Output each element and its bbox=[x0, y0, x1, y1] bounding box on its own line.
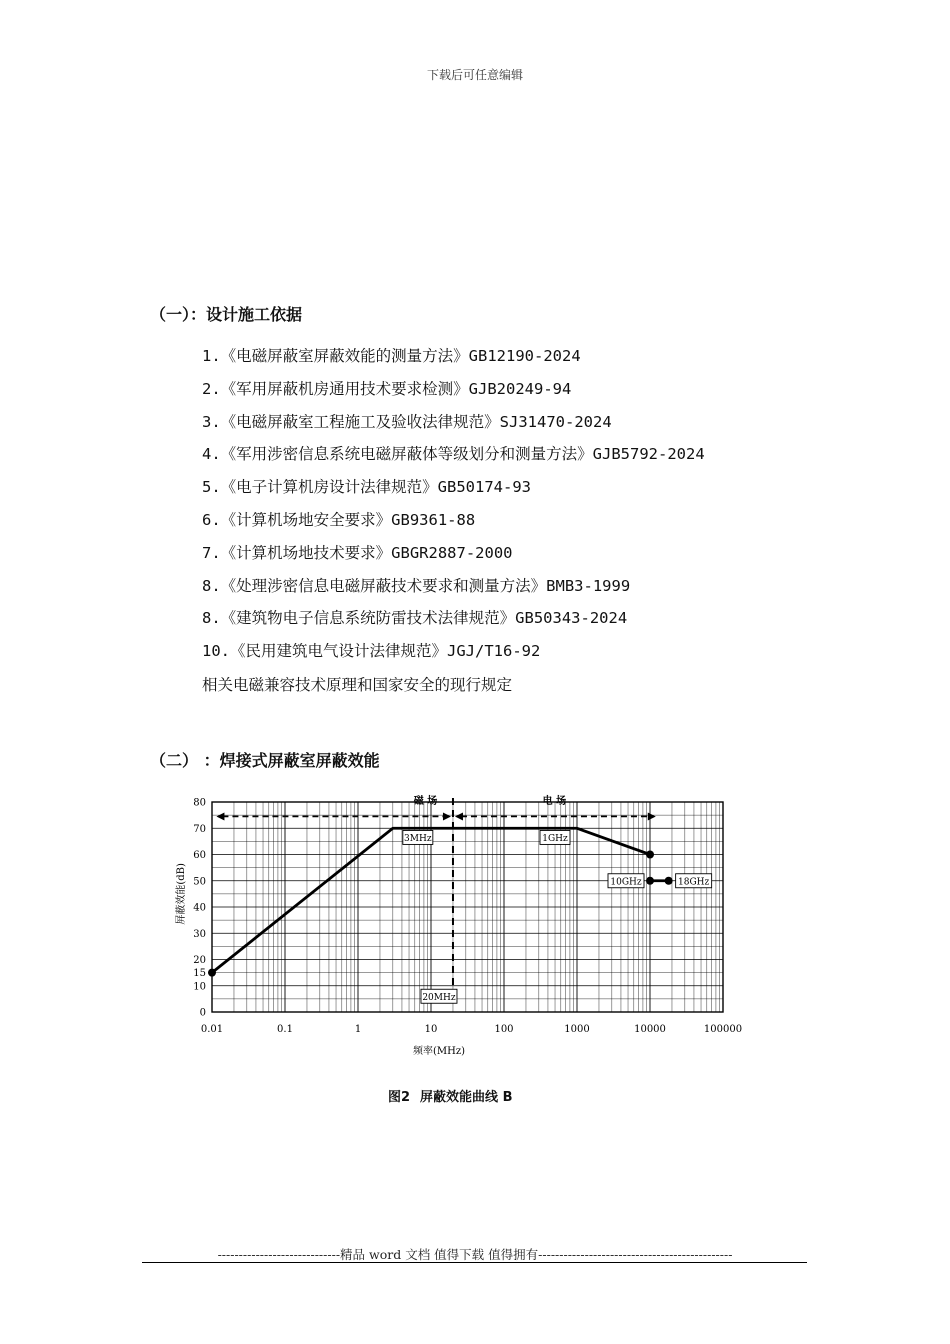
reference-note: 相关电磁兼容技术原理和国家安全的现行规定 bbox=[202, 676, 513, 694]
x-tick-label: 100 bbox=[494, 1024, 514, 1035]
data-point bbox=[646, 851, 654, 859]
list-item: 8.《处理涉密信息电磁屏蔽技术要求和测量方法》BMB3-1999 bbox=[202, 576, 631, 595]
y-tick-label: 15 bbox=[193, 968, 206, 980]
x-tick-label: 1000 bbox=[564, 1024, 590, 1035]
figure-title: 屏蔽效能曲线 B bbox=[420, 1090, 513, 1105]
figure-caption bbox=[388, 1086, 522, 1105]
list-item: 4.《军用涉密信息系统电磁屏蔽体等级划分和测量方法》GJB5792-2024 bbox=[202, 445, 705, 464]
y-axis-label: 屏蔽效能(dB) bbox=[176, 863, 187, 925]
magnetic-field-arrow-head-right bbox=[443, 812, 451, 820]
figure-number: 图2 bbox=[388, 1090, 411, 1105]
magnetic-field-label: 磁 场 bbox=[413, 796, 438, 807]
list-item: 7.《计算机场地技术要求》GBGR2887-2000 bbox=[202, 543, 513, 562]
y-tick-label: 20 bbox=[193, 955, 206, 966]
annotation-label: 1GHz bbox=[542, 833, 568, 844]
chart-axis-ticks bbox=[193, 798, 742, 1036]
x-tick-label: 10 bbox=[424, 1024, 438, 1035]
section-title-shielding: （二） ：焊接式屏蔽室屏蔽效能 bbox=[150, 751, 380, 770]
annotation-label: 20MHz bbox=[422, 992, 456, 1003]
y-tick-label: 10 bbox=[193, 981, 206, 993]
y-tick-label: 30 bbox=[193, 928, 206, 940]
section-title-design-basis: （一）：设计施工依据 bbox=[150, 305, 303, 324]
list-item: 2.《军用屏蔽机房通用技术要求检测》GJB20249-94 bbox=[202, 379, 572, 398]
annotation-label: 10GHz bbox=[610, 877, 642, 888]
list-item: 3.《电磁屏蔽室工程施工及验收法律规范》SJ31470-2024 bbox=[202, 412, 612, 431]
reference-list bbox=[202, 344, 705, 672]
electric-field-arrow-head-left bbox=[455, 812, 463, 820]
electric-field-label: 电 场 bbox=[542, 796, 567, 807]
list-item: 10.《民用建筑电气设计法律规范》JGJ/T16-92 bbox=[202, 642, 541, 661]
y-tick-label: 70 bbox=[193, 823, 206, 835]
data-point bbox=[208, 969, 216, 977]
list-item: 5.《电子计算机房设计法律规范》GB50174-93 bbox=[202, 478, 531, 497]
annotation-label: 18GHz bbox=[678, 877, 710, 888]
annotation-label: 3MHz bbox=[404, 833, 432, 844]
y-tick-label: 40 bbox=[193, 902, 206, 914]
shielding-effectiveness-chart bbox=[150, 780, 770, 1080]
footer-divider bbox=[142, 1262, 807, 1263]
x-tick-label: 100000 bbox=[703, 1024, 743, 1035]
x-axis-label: 频率(MHz) bbox=[412, 1046, 466, 1057]
chart-regions bbox=[216, 794, 655, 986]
chart-series bbox=[208, 828, 673, 976]
y-tick-label: 50 bbox=[193, 876, 206, 888]
header-note: 下载后可任意编辑 bbox=[426, 68, 523, 82]
data-point bbox=[646, 877, 654, 885]
x-tick-label: 0.1 bbox=[277, 1024, 293, 1035]
y-tick-label: 80 bbox=[193, 797, 206, 809]
list-item: 1.《电磁屏蔽室屏蔽效能的测量方法》GB12190-2024 bbox=[202, 347, 581, 365]
footer-note: -----------------------------精品 word 文档 值得下载 值得拥有---------------------------------------------- bbox=[217, 1247, 733, 1262]
magnetic-field-arrow-head-left bbox=[216, 812, 224, 820]
chart-annotations bbox=[403, 830, 712, 1003]
x-tick-label: 1 bbox=[354, 1024, 362, 1035]
list-item: 8.《建筑物电子信息系统防雷技术法律规范》GB50343-2024 bbox=[202, 609, 628, 628]
electric-field-arrow-head-right bbox=[648, 812, 656, 820]
x-tick-label: 10000 bbox=[634, 1024, 666, 1035]
chart-grid bbox=[212, 802, 723, 1012]
data-point bbox=[665, 877, 673, 885]
y-tick-label: 60 bbox=[193, 850, 206, 861]
x-tick-label: 0.01 bbox=[200, 1024, 224, 1035]
y-tick-label: 0 bbox=[199, 1007, 206, 1019]
list-item: 6.《计算机场地安全要求》GB9361-88 bbox=[202, 510, 476, 529]
